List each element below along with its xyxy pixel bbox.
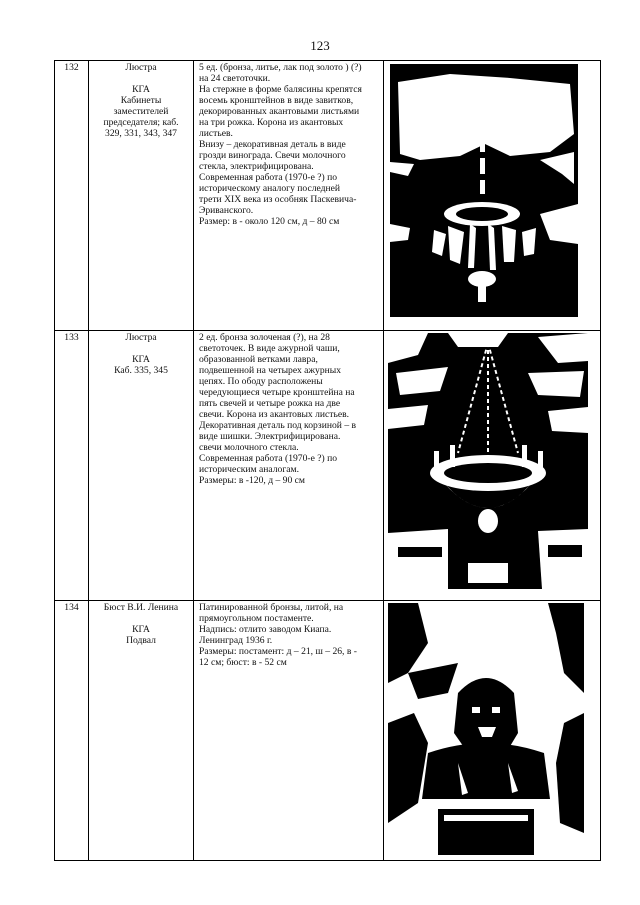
row-number: 133 (55, 331, 89, 601)
description-line: прямоугольном постаменте. (199, 613, 314, 624)
description-line: стекла, электрифицирована. (199, 161, 314, 172)
item-location-line: Подвал (126, 635, 156, 646)
bust-photo (388, 603, 584, 855)
description-line: декорированных акантовыми листьями (199, 106, 360, 117)
item-location-line: председателя; каб. (103, 117, 179, 128)
description-line: Декоративная деталь под корзиной – в (199, 420, 357, 431)
table-row (55, 601, 601, 861)
item-location-line: КГА (132, 624, 150, 635)
item-description-cell (194, 331, 384, 601)
description-line: листьев. (199, 128, 233, 139)
description-line: Размер: в - около 120 см, д – 80 см (199, 216, 340, 227)
row-number: 134 (55, 601, 89, 861)
item-name-line: Бюст В.И. Ленина (103, 602, 179, 613)
item-location-line: 329, 331, 343, 347 (105, 128, 177, 139)
description-line: Размеры: постамент: д – 21, ш – 26, в - (199, 646, 357, 657)
description-line: Надпись: отлито заводом Киапа. (199, 624, 332, 635)
description-line: пять свечей и четыре рожка на две (199, 398, 341, 409)
description-line: Современная работа (1970-е ?) по (199, 172, 338, 183)
item-location-line: Кабинеты (120, 95, 162, 106)
item-location-line: заместителей (113, 106, 169, 117)
photo-cell (384, 601, 601, 861)
item-name-line: Люстра (125, 332, 157, 343)
description-line: 5 ед. (бронза, литье, лак под золото ) (?) (199, 62, 362, 73)
photo-cell (384, 331, 601, 601)
description-line: грозди винограда. Свечи молочного (199, 150, 346, 161)
description-line: Ленинград 1936 г. (199, 635, 273, 646)
chandelier-photo (390, 64, 578, 317)
row-number: 132 (55, 61, 89, 331)
item-location-line: Каб. 335, 345 (114, 365, 168, 376)
photo-cell (384, 61, 601, 331)
description-line: цепях. По ободу расположены (199, 376, 323, 387)
description-line: историческому аналогу последней (199, 183, 341, 194)
description-line: Внизу – декоративная деталь в виде (199, 139, 346, 150)
item-name-line: Люстра (125, 62, 157, 73)
item-location-line: КГА (132, 354, 150, 365)
description-line: Современная работа (1970-е ?) по (199, 453, 338, 464)
table-row (55, 61, 601, 331)
description-line: 12 см; бюст: в - 52 см (199, 657, 287, 668)
description-line: образованной ветками лавра, (199, 354, 318, 365)
item-location-line: КГА (132, 84, 150, 95)
description-line: На стержне в форме балясины крепятся (199, 84, 362, 95)
item-description-cell (194, 61, 384, 331)
description-line: свечи молочного стекла. (199, 442, 299, 453)
item-name-cell (89, 601, 194, 861)
chandelier-photo (388, 333, 588, 589)
description-line: 2 ед. бронза золоченая (?), на 28 (199, 332, 330, 343)
description-line: Патинированной бронзы, литой, на (199, 602, 344, 613)
table-row (55, 331, 601, 601)
description-line: чередующиеся четыре кронштейна на (199, 387, 355, 398)
catalog-table (54, 60, 601, 861)
description-line: Размеры: в -120, д – 90 см (199, 475, 305, 486)
description-line: свечи. Корона из акантовых листьев. (199, 409, 350, 420)
item-description-cell (194, 601, 384, 861)
description-line: историческим аналогам. (199, 464, 300, 475)
description-line: трети XIX века из особняк Паскевича- (199, 194, 357, 205)
description-line: на три рожка. Корона из акантовых (199, 117, 344, 128)
description-line: светоточек. В виде ажурной чаши, (199, 343, 340, 354)
description-line: на 24 светоточки. (199, 73, 271, 84)
item-name-cell (89, 331, 194, 601)
page-number: 123 (310, 38, 330, 53)
item-name-cell (89, 61, 194, 331)
description-line: подвешенной на четырех ажурных (199, 365, 342, 376)
description-line: виде шишки. Электрифицирована. (199, 431, 341, 442)
description-line: Эриванского. (199, 205, 254, 216)
description-line: восемь кронштейнов в виде завитков, (199, 95, 354, 106)
